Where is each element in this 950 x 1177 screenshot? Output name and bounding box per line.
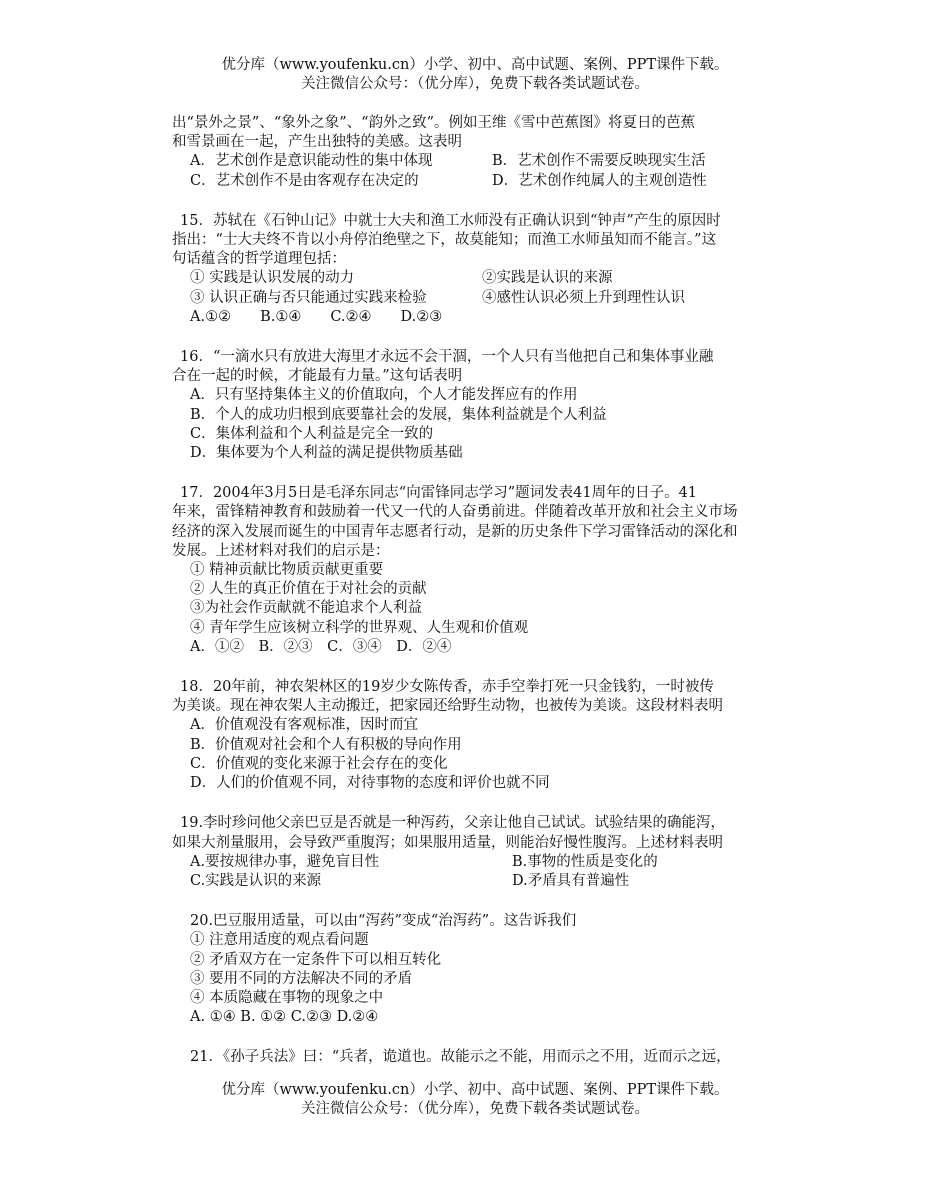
question-14-continued [172,114,812,191]
q14-text-line: 出“景外之景”、“象外之象”、“韵外之致”。例如王维《雪中芭蕉图》将夏日的芭蕉 [172,115,695,131]
q19-option-c: C.实践是认识的来源 [190,872,322,889]
q16-option-b: B．个人的成功归根到底要靠社会的发展，集体利益就是个人利益 [190,406,607,423]
q14-option-a: A．艺术创作是意识能动性的集中体现 [190,153,433,170]
q14-options-row [172,172,812,191]
page-footer [0,1081,950,1119]
q14-option-d: D．艺术创作纯属人的主观创造性 [492,172,707,189]
q17-statement-3: ③为社会作贡献就不能追求个人利益 [190,600,422,617]
question-17 [172,484,812,657]
q15-statement-3: ③ 认识正确与否只能通过实践来检验 [190,289,427,306]
q18-option-d: D．人们的价值观不同，对待事物的态度和评价也就不同 [190,775,550,792]
q16-option-c: C．集体利益和个人利益是完全一致的 [190,425,434,442]
q15-text-line: 指出：“士大夫终不肯以小舟停泊绝壁之下，故莫能知；而渔工水师虽知而不能言。”这 [172,232,717,249]
q21-text-line: 21．《孙子兵法》曰：“兵者，诡道也。故能示之不能，用而示之不用，近而示之远， [190,1049,731,1066]
q19-option-a: A.要按规律办事，避免盲目性 [190,853,380,870]
q17-statement-4: ④ 青年学生应该树立科学的世界观、人生观和价值观 [190,619,529,636]
q14-options-row [172,152,812,171]
q19-text-line: 19.李时珍问他父亲巴豆是否就是一种泻药，父亲让他自己试试。试验结果的确能泻， [180,815,726,832]
q16-option-a: A．只有坚持集体主义的价值取向，个人才能发挥应有的作用 [190,387,578,404]
q19-options-row [172,853,812,872]
q17-statement-2: ② 人生的真正价值在于对社会的贡献 [190,581,427,598]
question-20 [172,912,812,1027]
q16-text-line: 16．“一滴水只有放进大海里才永远不会干涸，一个人只有当他把自己和集体事业融 [180,349,714,366]
header-line-1: 优分库（www.youfenku.cn）小学、初中、高中试题、案例、PPT课件下载。 [221,57,729,73]
q19-option-b: B.事物的性质是变化的 [512,853,658,870]
q15-statement-4: ④感性认识必须上升到理性认识 [482,289,685,306]
q17-text-line: 年来，雷锋精神教育和鼓励着一代又一代的人奋勇前进。伴随着改革开放和社会主义市场 [172,504,738,521]
question-16 [172,348,812,463]
q14-option-b: B．艺术创作不需要反映现实生活 [492,153,706,170]
question-content [172,114,812,1068]
q18-option-b: B．价值观对社会和个人有积极的导向作用 [190,736,462,753]
q17-statement-1: ① 精神贡献比物质贡献更重要 [190,562,384,579]
q17-text-line: 经济的深入发展而诞生的中国青年志愿者行动，是新的历史条件下学习雷锋活动的深化和 [172,523,738,540]
q15-statements-row [172,289,812,308]
page-header [0,56,950,94]
q18-option-c: C．价值观的变化来源于社会存在的变化 [190,755,448,772]
q17-text-line: 发展。上述材料对我们的启示是： [172,542,390,559]
q15-statements-row [172,269,812,288]
q15-statement-1: ① 实践是认识发展的动力 [190,270,355,287]
q20-statement-3: ③ 要用不同的方法解决不同的矛盾 [190,970,413,987]
q14-option-c: C．艺术创作不是由客观存在决定的 [190,172,419,189]
q17-options: A．①② B．②③ C．③④ D．②④ [190,638,452,655]
q20-statement-4: ④ 本质隐藏在事物的现象之中 [190,989,384,1006]
q14-text-line: 和雪景画在一起，产生出独特的美感。这表明 [172,134,462,151]
q20-text-line: 20.巴豆服用适量，可以由“泻药”变成“治泻药”。这告诉我们 [190,913,577,930]
q20-options: A. ①④ B. ①② C.②③ D.②④ [190,1009,379,1026]
footer-line-1: 优分库（www.youfenku.cn）小学、初中、高中试题、案例、PPT课件下载。 [221,1082,729,1098]
q15-options: A.①② B.①④ C.②④ D.②③ [190,308,443,325]
q18-option-a: A．价值观没有客观标准，因时而宜 [190,717,418,734]
q19-option-d: D.矛盾具有普遍性 [512,872,630,889]
q16-text-line: 合在一起的时候，才能最有力量。”这句话表明 [172,368,463,385]
q15-text-line: 15．苏轼在《石钟山记》中就士大夫和渔工水师没有正确认识到“钟声”产生的原因时 [180,212,721,229]
q18-text-line: 18．20年前，神农架林区的19岁少女陈传香，赤手空拳打死一只金钱豹，一时被传 [180,679,714,696]
q16-option-d: D．集体要为个人利益的满足提供物质基础 [190,445,463,462]
q20-statement-2: ② 矛盾双方在一定条件下可以相互转化 [190,951,442,968]
q15-statement-2: ②实践是认识的来源 [482,270,613,287]
footer-line-2: 关注微信公众号：（优分库），免费下载各类试题试卷。 [301,1101,649,1117]
q19-options-row [172,872,812,891]
q20-statement-1: ① 注意用适度的观点看问题 [190,932,369,949]
q17-text-line: 17．2004年3月5日是毛泽东同志“向雷锋同志学习”题词发表41周年的日子。41 [180,485,698,502]
question-18 [172,678,812,793]
q18-text-line: 为美谈。现在神农架人主动搬迁，把家园还给野生动物，也被传为美谈。这段材料表明 [172,698,723,715]
q15-text-line: 句话蕴含的哲学道理包括： [172,251,346,268]
header-line-2: 关注微信公众号：（优分库），免费下载各类试题试卷。 [301,76,649,92]
question-15 [172,212,812,327]
q19-text-line: 如果大剂量服用，会导致严重腹泻；如果服用适量，则能治好慢性腹泻。上述材料表明 [172,834,723,851]
question-19 [172,814,812,891]
question-21 [172,1048,812,1067]
